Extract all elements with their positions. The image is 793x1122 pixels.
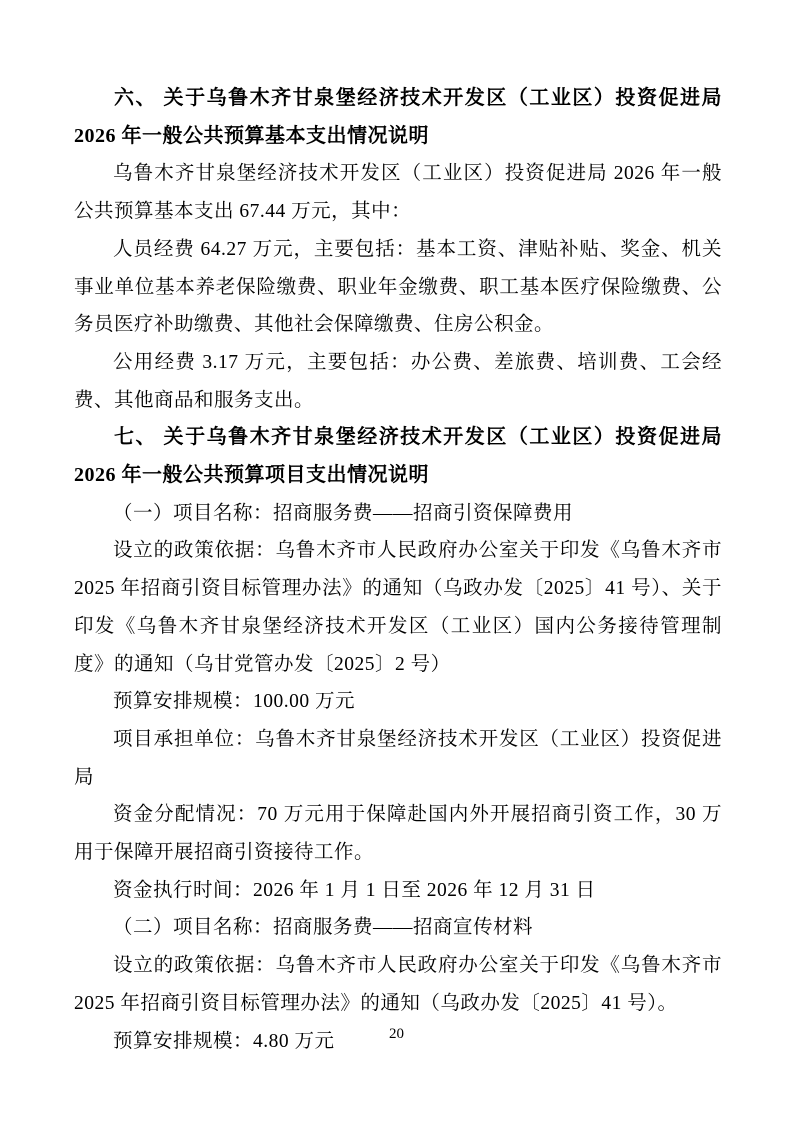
document-content — [74, 80, 722, 1060]
paragraph-project1-undertaking-unit: 项目承担单位：乌鲁木齐甘泉堡经济技术开发区（工业区）投资促进局 — [74, 728, 722, 788]
paragraph-project2-name: （二）项目名称：招商服务费——招商宣传材料 — [113, 917, 534, 939]
section-heading-6: 六、 关于乌鲁木齐甘泉堡经济技术开发区（工业区）投资促进局 2026 年一般公共预算基本支出情况说明 — [74, 87, 722, 147]
paragraph-basic-expenditure-total: 乌鲁木齐甘泉堡经济技术开发区（工业区）投资促进局 2026 年一般公共预算基本支出 67.44 万元，其中： — [74, 163, 722, 223]
paragraph-project1-name: （一）项目名称：招商服务费——招商引资保障费用 — [113, 502, 574, 524]
paragraph-project2-budget-scale: 预算安排规模：4.80 万元 — [113, 1030, 335, 1052]
page-number: 20 — [389, 1026, 404, 1042]
paragraph-personnel-expenses: 人员经费 64.27 万元，主要包括：基本工资、津贴补贴、奖金、机关事业单位基本养老保险缴费、职业年金缴费、职工基本医疗保险缴费、公务员医疗补助缴费、其他社会保障缴费、住房公积金。 — [74, 238, 722, 336]
section-heading-7: 七、 关于乌鲁木齐甘泉堡经济技术开发区（工业区）投资促进局 2026 年一般公共预算项目支出情况说明 — [74, 426, 722, 487]
paragraph-project1-execution-period: 资金执行时间：2026 年 1 月 1 日至 2026 年 12 月 31 日 — [113, 879, 596, 901]
paragraph-project2-policy-basis: 设立的政策依据：乌鲁木齐市人民政府办公室关于印发《乌鲁木齐市 2025 年招商引资目标管理办法》的通知（乌政办发〔2025〕41 号）。 — [74, 955, 722, 1014]
paragraph-project1-policy-basis: 设立的政策依据：乌鲁木齐市人民政府办公室关于印发《乌鲁木齐市 2025 年招商引资目标管理办法》的通知（乌政办发〔2025〕41 号）、关于印发《乌鲁木齐甘泉堡经济技术开发区（工业区）国内公务接待管理制度》的通知（乌甘党管办发〔2025〕2 号） — [74, 540, 722, 675]
paragraph-public-expenses: 公用经费 3.17 万元，主要包括：办公费、差旅费、培训费、工会经费、其他商品和服务支出。 — [74, 351, 722, 411]
paragraph-project1-fund-allocation: 资金分配情况：70 万元用于保障赴国内外开展招商引资工作，30 万用于保障开展招商引资接待工作。 — [74, 804, 722, 864]
paragraph-project1-budget-scale: 预算安排规模：100.00 万元 — [113, 691, 356, 713]
